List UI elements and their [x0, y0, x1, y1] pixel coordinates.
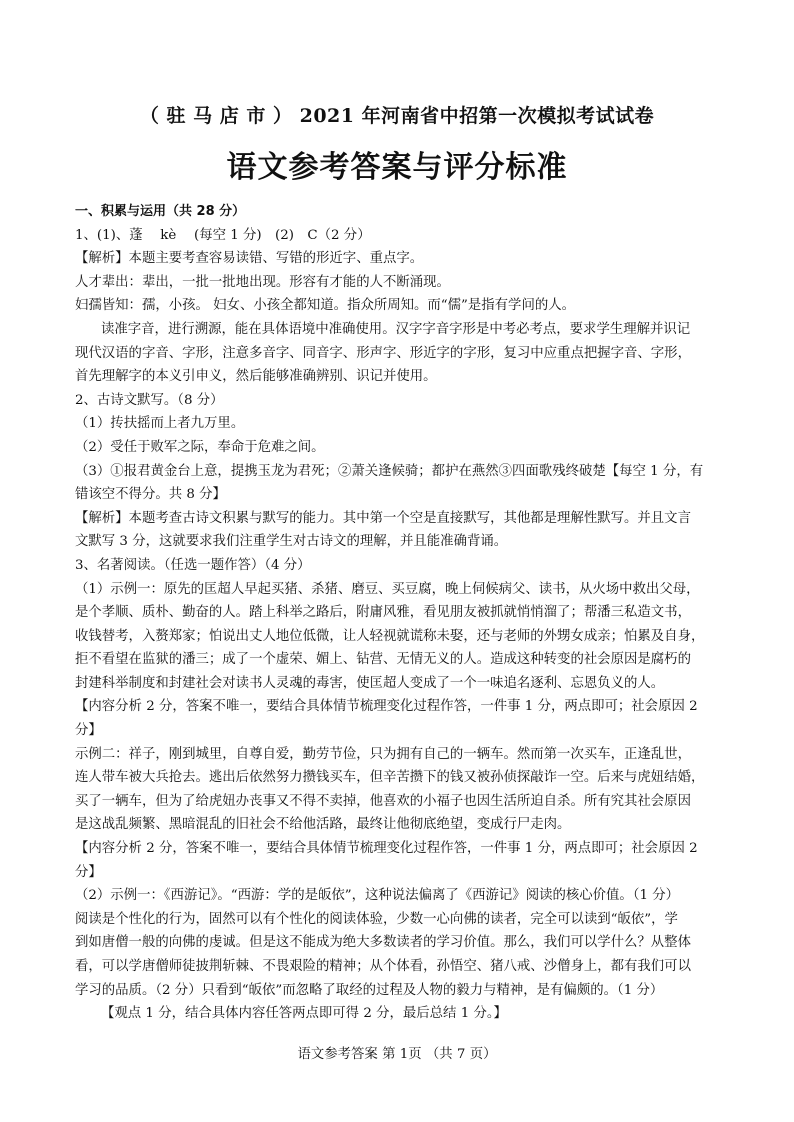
scoring-line: 【内容分析 2 分，答案不唯一，要结合具体情节梳理变化过程作答，一件事 1 分，两点即可；社会原因 2: [75, 699, 698, 715]
analysis-line: 文默写 3 分，这就要求我们注重学生对古诗文的理解，并且能准确背诵。: [75, 534, 508, 550]
answer-body: [75, 200, 720, 1026]
question-heading: 3、名著阅读。（任选一题作答）（4 分）: [75, 557, 311, 573]
answer-line: 是这战乱频繁、黑暗混乱的旧社会不给他活路，最终让他彻底绝望，变成行尸走肉。: [75, 817, 571, 833]
answer-line: （2）受任于败军之际，奉命于危难之间。: [75, 439, 325, 455]
answer-line: 阅读是个性化的行为，固然可以有个性化的阅读体验，少数一心向佛的读者，完全可以读到“皈依”，学: [75, 911, 678, 927]
paragraph-line: 现代汉语的字音、字形，注意多音字、同音字、形声字、形近字的字形，复习中应重点把握字音、字形，: [75, 345, 691, 361]
paragraph-line: 读准字音，进行溯源，能在具体语境中准确使用。汉字字音字形是中考必考点，要求学生理解并识记: [101, 321, 691, 337]
answer-line: 是个孝顺、质朴、勤奋的人。踏上科举之路后，附庸风雅，看见朋友被抓就悄悄溜了；帮潘三私造文书，: [75, 605, 691, 621]
answer-line: 人才辈出：辈出，一批一批地出现。形容有才能的人不断涌现。: [75, 274, 450, 290]
analysis-line: 【解析】本题考查古诗文积累与默写的能力。其中第一个空是直接默写，其他都是理解性默写。并且文言: [75, 510, 691, 526]
answer-line: 妇孺皆知：孺，小孩。 妇女、小孩全都知道。指众所周知。而“儒”是指有学问的人。: [75, 298, 576, 314]
answer-line: 到如唐僧一般的向佛的虔诚。但是这不能成为绝大多数读者的学习价值。那么，我们可以学什么？从整体: [75, 935, 691, 951]
scoring-line: 分】: [75, 864, 102, 880]
scoring-line: 【内容分析 2 分，答案不唯一，要结合具体情节梳理变化过程作答，一件事 1 分，两点即可；社会原因 2: [75, 841, 698, 857]
answer-line: （1）抟扶摇而上者九万里。: [75, 416, 245, 432]
answer-line: 收钱替考，入赘郑家；怕说出丈人地位低微，让人轻视就谎称未娶，还与老师的外甥女成亲；怕累及自身，: [75, 628, 705, 644]
answer-line: 拒不看望在监狱的潘三；成了一个虚荣、媚上、钻营、无情无义的人。造成这种转变的社会原因是腐朽的: [75, 652, 691, 668]
document-title: 语文参考答案与评分标准: [226, 150, 568, 185]
answer-line: （2）示例一：《西游记》。“西游：学的是皈依”，这种说法偏离了《西游记》阅读的核心价值。（1 分）: [75, 888, 680, 904]
answer-line: 1、(1)、蓬 kè (每空 1 分) (2) C（2 分）: [75, 227, 371, 243]
answer-line: 买了一辆车，但为了给虎妞办丧事又不得不卖掉，他喜欢的小福子也因生活所迫自杀。所有究其社会原因: [75, 793, 691, 809]
question-heading: 2、古诗文默写。（8 分）: [75, 392, 224, 408]
answer-line: 示例二：祥子，刚到城里，自尊自爱，勤劳节俭，只为拥有自己的一辆车。然而第一次买车，正逢乱世，: [75, 746, 691, 762]
answer-line: （1）示例一：原先的匡超人早起买猪、杀猪、磨豆、买豆腐，晚上伺候病父、读书，从火场中救出父母，: [75, 581, 700, 597]
answer-line: （3）①报君黄金台上意，提携玉龙为君死；②萧关逢候骑；都护在燕然③四面歌残终破楚【每空 1 分，有: [75, 463, 704, 479]
answer-line: 封建科举制度和封建社会对读书人灵魂的毒害，使匡超人变成了一个一味追名逐利、忘恩负义的人。: [75, 675, 665, 691]
scoring-line: 【观点 1 分，结合具体内容任答两点即可得 2 分，最后总结 1 分。】: [101, 1006, 507, 1022]
exam-title: （ 驻 马 店 市 ） 2021 年河南省中招第一次模拟考试试卷: [139, 105, 655, 127]
answer-line: 看，可以学唐僧师徒披荆斩棘、不畏艰险的精神；从个体看，孙悟空、猪八戒、沙僧身上，都有我们可以: [75, 959, 691, 974]
answer-line: 连人带车被大兵抢去。逃出后依然努力攒钱买车，但辛苦攒下的钱又被孙侦探敲诈一空。后来与虎妞结婚，: [75, 770, 705, 786]
answer-line: 错该空不得分。共 8 分】: [75, 487, 226, 503]
section-heading: 一、积累与运用（共 28 分）: [75, 204, 246, 219]
page-footer: 语文参考答案 第 1页 （共 7 页）: [297, 1047, 497, 1062]
analysis-line: 【解析】本题主要考查容易读错、写错的形近字、重点字。: [75, 251, 424, 267]
scoring-line: 分】: [75, 723, 102, 739]
paragraph-line: 首先理解字的本义引申义，然后能够准确辨别、识记并使用。: [75, 369, 437, 385]
answer-line: 学习的品质。（2 分）只看到“皈依”而忽略了取经的过程及人物的毅力与精神，是有偏颇的。（1 分）: [75, 982, 664, 998]
